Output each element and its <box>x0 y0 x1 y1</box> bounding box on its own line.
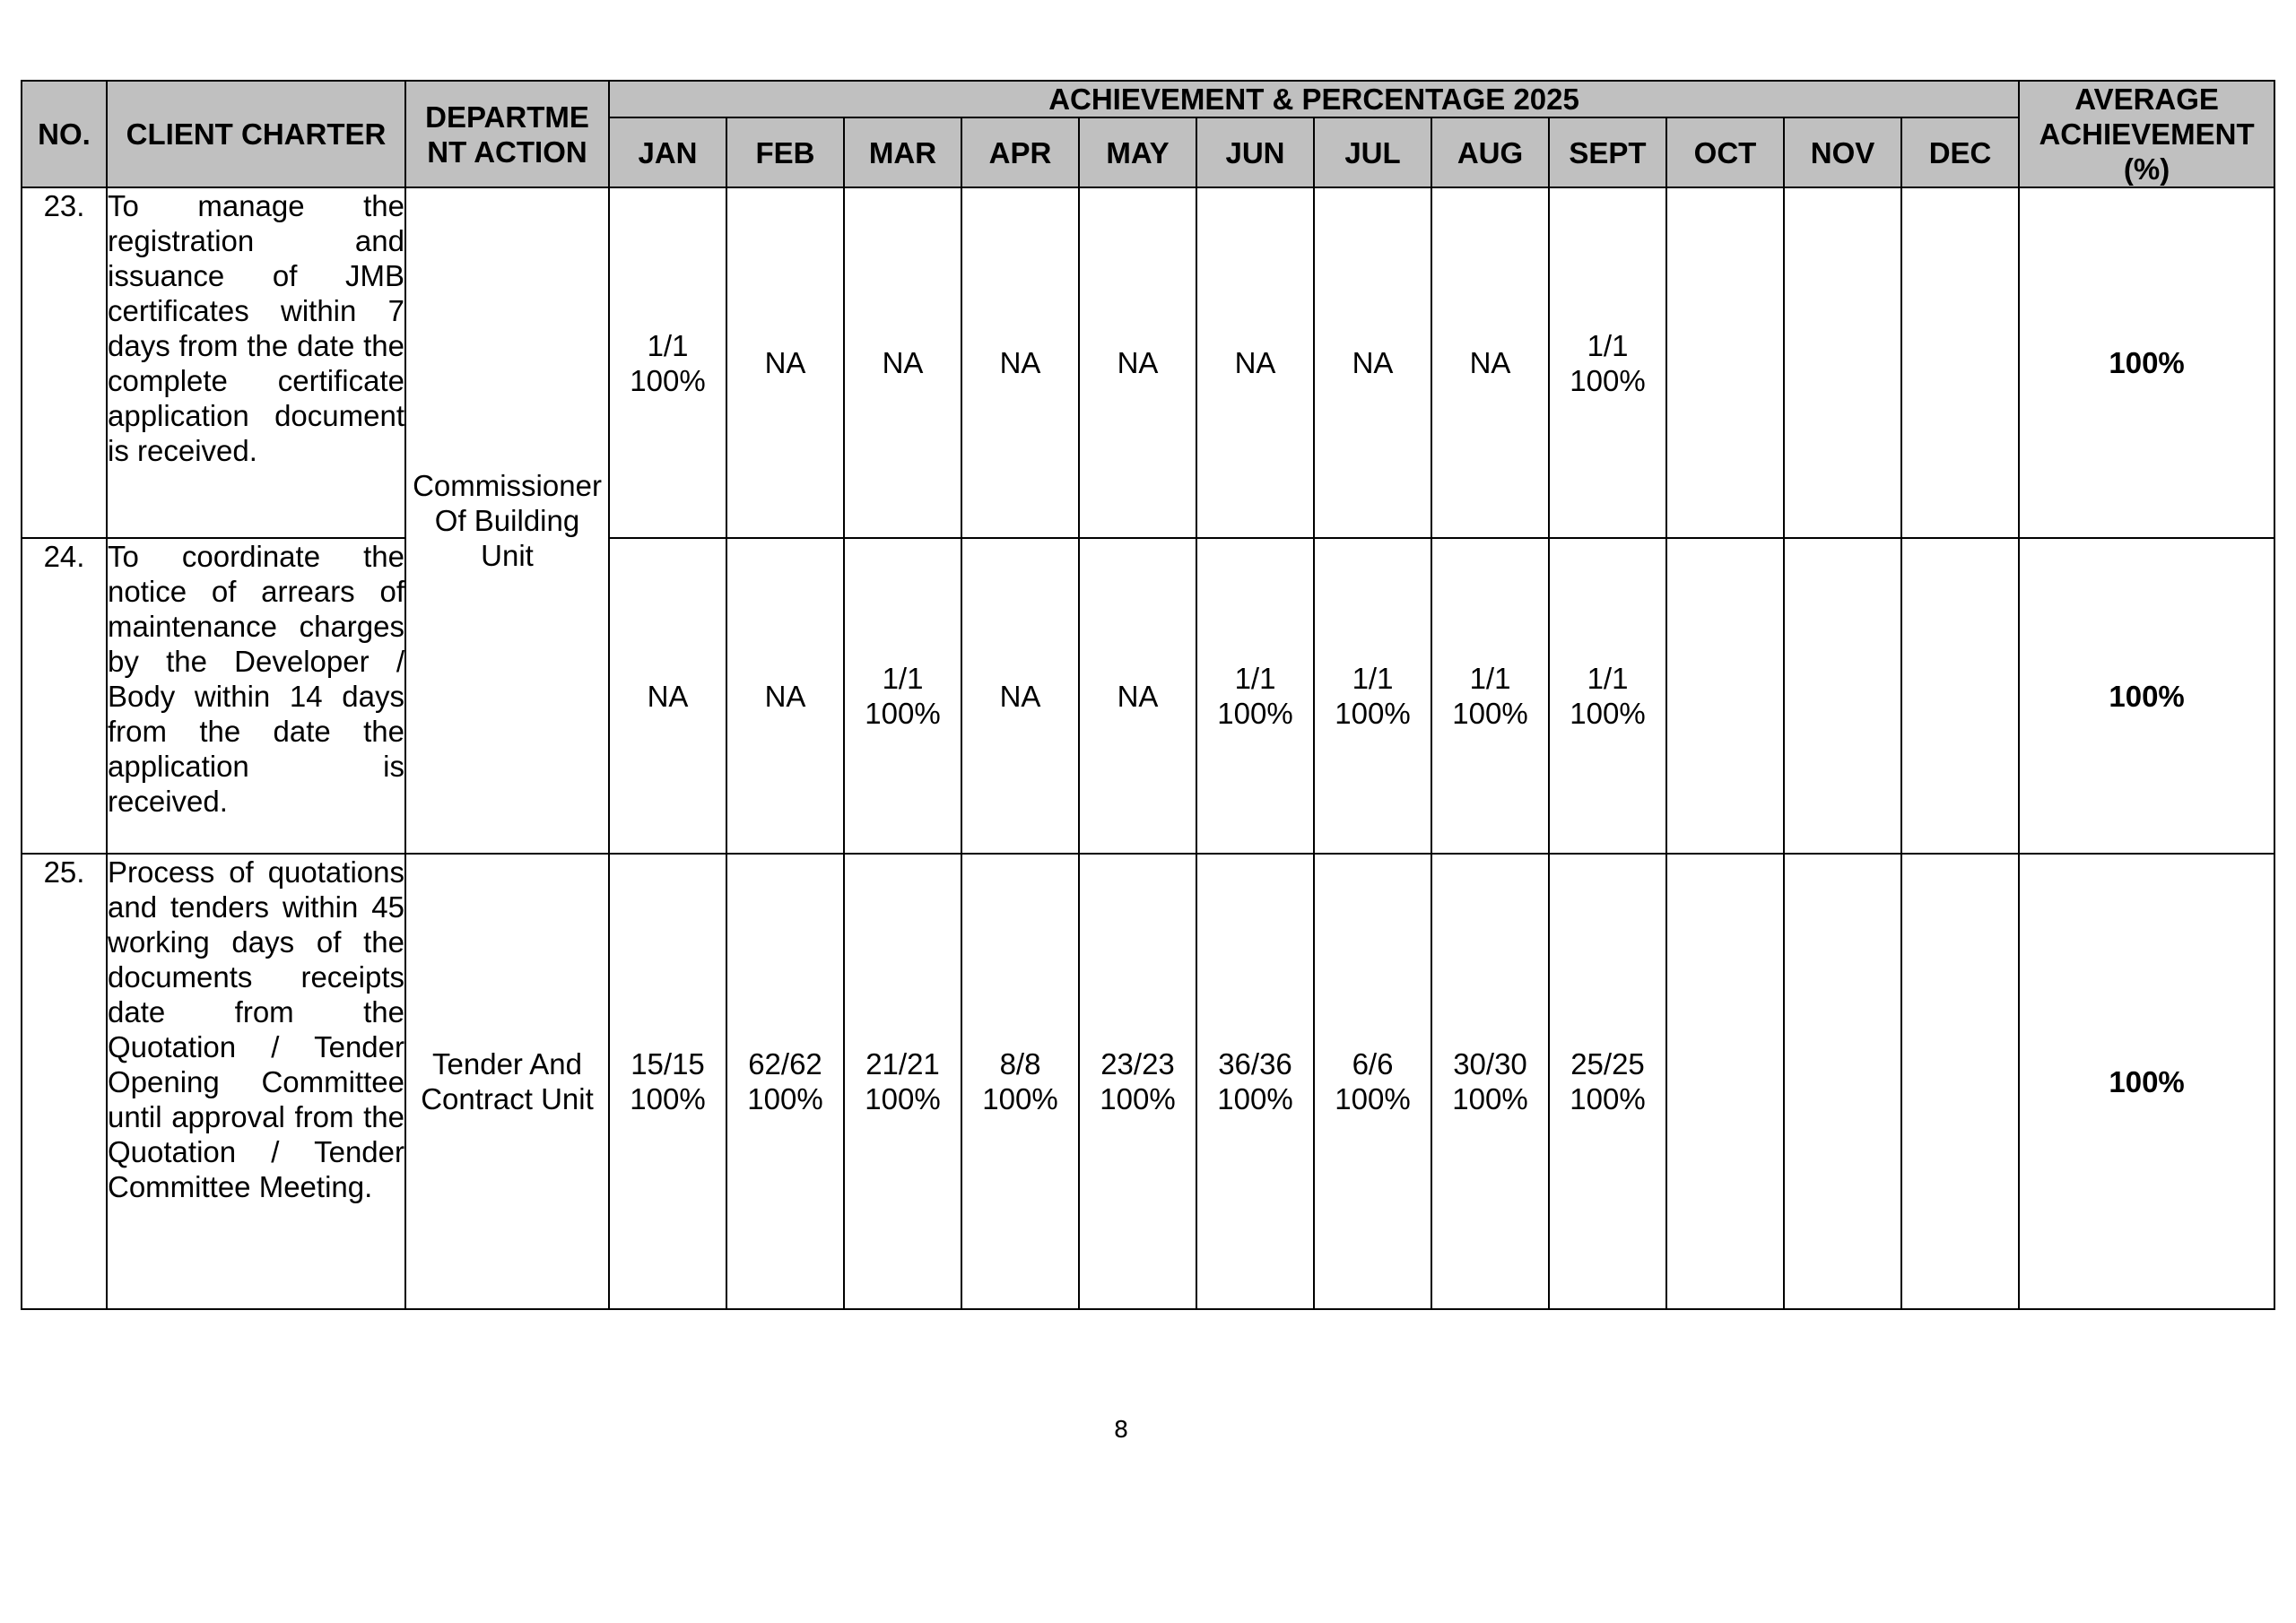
header-month-jul: JUL <box>1314 117 1431 187</box>
percent-value: 100% <box>1217 1082 1293 1115</box>
ratio-value: NA <box>882 346 924 379</box>
percent-value: 100% <box>1452 697 1528 730</box>
ratio-value: 1/1 <box>647 328 689 362</box>
month-cell <box>1079 538 1196 854</box>
month-cell <box>1784 854 1901 1309</box>
header-month-aug: AUG <box>1431 117 1549 187</box>
client-charter-text: To manage the registration and issuance of JMB certificates within 7 days from the date the complete certificate application document is received. <box>107 187 405 538</box>
month-cell <box>1196 187 1314 538</box>
achievement-table <box>21 80 2275 1310</box>
ratio-value: NA <box>1234 346 1276 379</box>
percent-value: 100% <box>630 363 706 397</box>
ratio-value: NA <box>1117 346 1159 379</box>
month-cell <box>1196 854 1314 1309</box>
percent-value: 100% <box>630 1082 706 1115</box>
month-cell <box>609 854 726 1309</box>
month-cell <box>961 854 1079 1309</box>
header-month-jan: JAN <box>609 117 726 187</box>
ratio-value: 6/6 <box>1352 1047 1394 1081</box>
ratio-value: NA <box>764 679 806 713</box>
ratio-value: 15/15 <box>631 1047 705 1081</box>
ratio-value: 36/36 <box>1218 1047 1292 1081</box>
ratio-value: 1/1 <box>1234 662 1276 695</box>
ratio-value: NA <box>999 346 1041 379</box>
row-number: 23. <box>22 187 107 538</box>
header-month-oct: OCT <box>1666 117 1784 187</box>
ratio-value: 8/8 <box>999 1047 1041 1081</box>
month-cell <box>726 538 844 854</box>
ratio-value: NA <box>999 679 1041 713</box>
percent-value: 100% <box>1570 697 1646 730</box>
client-charter-text: To coordinate the notice of arrears of maintenance charges by the Developer / Body within 14 days from the date the application is received. <box>107 538 405 854</box>
month-cell <box>1901 187 2019 538</box>
month-cell <box>844 187 961 538</box>
month-cell <box>844 538 961 854</box>
month-cell <box>1549 538 1666 854</box>
percent-value: 100% <box>865 697 941 730</box>
department-cell: Tender And Contract Unit <box>405 854 609 1309</box>
percent-value: 100% <box>1335 1082 1411 1115</box>
average-achievement-value: 100% <box>2019 854 2274 1309</box>
month-cell <box>961 538 1079 854</box>
ratio-value: NA <box>647 679 689 713</box>
table-row <box>22 187 2274 538</box>
table-row <box>22 854 2274 1309</box>
month-cell <box>1549 187 1666 538</box>
ratio-value: NA <box>764 346 806 379</box>
percent-value: 100% <box>982 1082 1058 1115</box>
ratio-value: NA <box>1352 346 1394 379</box>
header-client-charter: CLIENT CHARTER <box>107 81 405 187</box>
ratio-value: 62/62 <box>748 1047 822 1081</box>
month-cell <box>1666 854 1784 1309</box>
percent-value: 100% <box>1452 1082 1528 1115</box>
header-no: NO. <box>22 81 107 187</box>
header-month-nov: NOV <box>1784 117 1901 187</box>
month-cell <box>1431 187 1549 538</box>
client-charter-text: Process of quotations and tenders within 45 working days of the documents receipts date from the Quotation / Tender Opening Committee until approval from the Quotation / Tender Committee Meeting. <box>107 854 405 1309</box>
ratio-value: 1/1 <box>882 662 924 695</box>
row-number: 24. <box>22 538 107 854</box>
ratio-value: 1/1 <box>1352 662 1394 695</box>
month-cell <box>961 187 1079 538</box>
month-cell <box>1666 187 1784 538</box>
header-month-mar: MAR <box>844 117 961 187</box>
month-cell <box>1901 538 2019 854</box>
month-cell <box>1666 538 1784 854</box>
header-department-action: DEPARTME NT ACTION <box>405 81 609 187</box>
month-cell <box>1901 854 2019 1309</box>
percent-value: 100% <box>1335 697 1411 730</box>
month-cell <box>609 538 726 854</box>
month-cell <box>1196 538 1314 854</box>
month-cell <box>1549 854 1666 1309</box>
header-month-sept: SEPT <box>1549 117 1666 187</box>
row-number: 25. <box>22 854 107 1309</box>
month-cell <box>1784 187 1901 538</box>
month-cell <box>1314 538 1431 854</box>
month-cell <box>1784 538 1901 854</box>
month-cell <box>726 187 844 538</box>
page-number: 8 <box>1113 1417 1129 1444</box>
ratio-value: NA <box>1117 679 1159 713</box>
ratio-value: NA <box>1469 346 1511 379</box>
header-achievement-group: ACHIEVEMENT & PERCENTAGE 2025 <box>609 81 2019 117</box>
month-cell <box>609 187 726 538</box>
percent-value: 100% <box>865 1082 941 1115</box>
average-achievement-value: 100% <box>2019 538 2274 854</box>
percent-value: 100% <box>1570 1082 1646 1115</box>
percent-value: 100% <box>1100 1082 1176 1115</box>
department-cell: Commissioner Of Building Unit <box>405 187 609 854</box>
ratio-value: 21/21 <box>865 1047 940 1081</box>
month-cell <box>1314 854 1431 1309</box>
header-month-jun: JUN <box>1196 117 1314 187</box>
ratio-value: 30/30 <box>1453 1047 1527 1081</box>
month-cell <box>1314 187 1431 538</box>
percent-value: 100% <box>747 1082 823 1115</box>
month-cell <box>726 854 844 1309</box>
month-cell <box>1431 538 1549 854</box>
ratio-value: 25/25 <box>1570 1047 1645 1081</box>
percent-value: 100% <box>1217 697 1293 730</box>
header-average-achievement: AVERAGE ACHIEVEMENT (%) <box>2019 81 2274 187</box>
ratio-value: 1/1 <box>1587 662 1629 695</box>
month-cell <box>844 854 961 1309</box>
month-cell <box>1079 187 1196 538</box>
table-row <box>22 538 2274 854</box>
percent-value: 100% <box>1570 363 1646 397</box>
ratio-value: 1/1 <box>1587 328 1629 362</box>
month-cell <box>1431 854 1549 1309</box>
average-achievement-value: 100% <box>2019 187 2274 538</box>
ratio-value: 23/23 <box>1100 1047 1175 1081</box>
header-month-may: MAY <box>1079 117 1196 187</box>
ratio-value: 1/1 <box>1469 662 1511 695</box>
header-month-feb: FEB <box>726 117 844 187</box>
month-cell <box>1079 854 1196 1309</box>
header-month-dec: DEC <box>1901 117 2019 187</box>
header-month-apr: APR <box>961 117 1079 187</box>
